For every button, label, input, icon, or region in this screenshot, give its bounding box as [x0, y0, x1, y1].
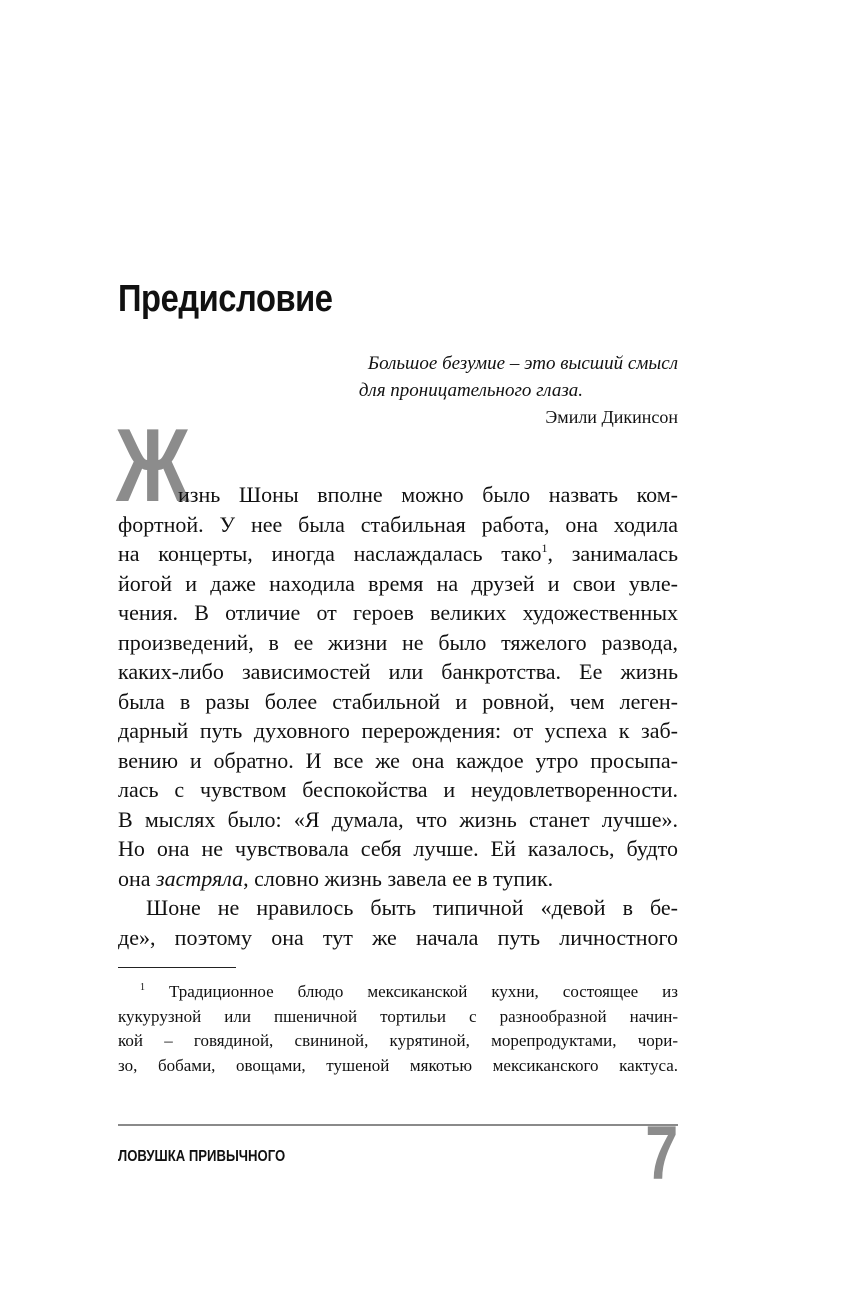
epigraph-author: Эмили Дикинсон	[545, 407, 678, 427]
emphasized-word: застряла	[156, 865, 244, 891]
text-line: была в разы более стабильной и ровной, чем леген-	[118, 688, 678, 714]
footnote-marker: 1	[140, 982, 145, 993]
drop-cap: Ж	[116, 408, 190, 524]
epigraph	[359, 350, 678, 431]
footnote-reference: 1	[541, 541, 548, 555]
running-head: ЛОВУШКА ПРИВЫЧНОГО	[118, 1148, 286, 1165]
text-line: йогой и даже находила время на друзей и свои увле-	[118, 570, 678, 596]
text-line: В мыслях было: «Я думала, что жизнь станет лучше».	[118, 806, 678, 832]
text-line: Но она не чувствовала себя лучше. Ей казалось, будто	[118, 836, 678, 861]
epigraph-line-1: Большое безумие – это высший смысл	[367, 353, 678, 374]
text-fragment: она	[118, 865, 157, 891]
chapter-title: Предисловие	[118, 278, 333, 320]
text-fragment: , занималась	[547, 541, 678, 566]
text-line: вению и обратно. И все же она каждое утро просыпа-	[118, 747, 678, 773]
footnote-line	[118, 980, 678, 1005]
text-fragment: на концерты, иногда наслаждалась тако	[118, 541, 542, 566]
text-fragment: Традиционное блюдо мексиканской кухни, состоящее из	[145, 982, 678, 1001]
footnote-line: кой – говядиной, свининой, курятиной, морепродуктами, чори-	[118, 1031, 678, 1050]
text-line: изнь Шоны вполне можно было назвать ком-	[178, 482, 678, 507]
footer-divider	[118, 1124, 678, 1126]
footnote-line: кукурузной или пшеничной тортильи с разнообразной начин-	[118, 1006, 678, 1026]
footnote	[118, 980, 678, 1078]
text-line: чения. В отличие от героев великих художественных	[118, 600, 678, 625]
paragraph-2	[118, 893, 678, 952]
text-line: де», поэтому она тут же начала путь личностного	[118, 924, 678, 950]
text-line: каких-либо зависимостей или банкротства. Ее жизнь	[118, 659, 678, 684]
text-line: произведений, в ее жизни не было тяжелого развода,	[118, 629, 678, 655]
text-line	[118, 864, 678, 894]
text-line: дарный путь духовного перерождения: от успеха к заб-	[118, 718, 678, 743]
text-fragment: , словно жизнь завела ее в тупик.	[243, 865, 554, 891]
text-line: Шоне не нравилось быть типичной «девой в бе-	[146, 895, 678, 920]
footnote-line: зо, бобами, овощами, тушеной мякотью мексиканского кактуса.	[118, 1055, 678, 1075]
text-line: лась с чувством беспокойства и неудовлетворенности.	[118, 777, 678, 802]
footnote-divider	[118, 967, 236, 968]
paragraph-1	[118, 480, 678, 893]
text-line	[118, 539, 678, 569]
text-line: фортной. У нее была стабильная работа, она ходила	[118, 511, 678, 537]
page-number: 7	[645, 1111, 678, 1196]
epigraph-line-2: для проницательного глаза.	[358, 380, 583, 401]
